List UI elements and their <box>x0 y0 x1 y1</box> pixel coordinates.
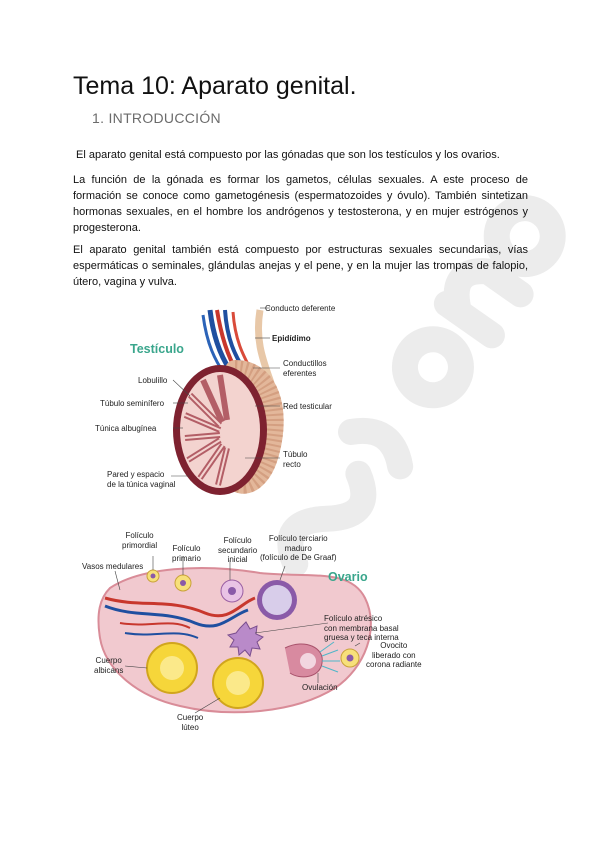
paragraph-2: La función de la gónada es formar los gametos, células sexuales. A este proceso de formación se conoce como gametogénesis (espermatozoides y óvulo). También sintetizan hormonas sexuales, en el hombre los andrógenos y testosterona, y en mujer estrógenos y progesterona. <box>73 174 528 234</box>
label-cuerpo-albicans: Cuerpo albicans <box>94 656 124 675</box>
label-tubulo-recto: Túbulo recto <box>283 450 308 469</box>
label-ovulacion: Ovulación <box>302 683 338 692</box>
label-pared-espacio: Pared y espacio de la túnica vaginal <box>107 470 176 489</box>
page-title: Tema 10: Aparato genital. <box>73 72 357 100</box>
label-tunica-albuginea: Túnica albugínea <box>95 424 157 433</box>
label-foliculo-primario: Folículo primario <box>172 544 201 563</box>
label-foliculo-primordial: Folículo primordial <box>122 531 158 550</box>
ovary-title: Ovario <box>328 570 368 584</box>
label-foliculo-atresico: Folículo atrésico con membrana basal gruesa y teca interna <box>324 614 399 642</box>
testis-figure <box>95 300 355 510</box>
label-conducto-deferente: Conducto deferente <box>265 304 336 313</box>
ovary-figure <box>80 528 430 738</box>
label-foliculo-terciario: Folículo terciario maduro (folículo de De Graaf) <box>260 534 337 562</box>
testis-title: Testículo <box>130 342 184 356</box>
label-lobulillo: Lobulillo <box>138 376 168 385</box>
section-heading: 1. INTRODUCCIÓN <box>92 110 221 126</box>
label-epididimo: Epidídimo <box>272 334 311 343</box>
paragraph-1: El aparato genital está compuesto por las gónadas que son los testículos y los ovarios. <box>76 149 500 161</box>
paragraph-3: El aparato genital también está compuesto por estructuras sexuales secundarias, vías espermáticas o seminales, glándulas anejas y el pene, y en la mujer las trompas de falopio, útero, vagina y vulva. <box>73 244 528 288</box>
label-cuerpo-luteo: Cuerpo lúteo <box>177 713 204 732</box>
label-red-testicular: Red testicular <box>283 402 332 411</box>
label-conductillos: Conductillos eferentes <box>283 359 327 378</box>
label-foliculo-inicial: Folículo secundario inicial <box>218 536 258 564</box>
label-vasos-medulares: Vasos medulares <box>82 562 144 571</box>
label-tubulo-seminifero: Túbulo seminífero <box>100 399 165 408</box>
label-ovocito-liberado: Ovocito liberado con corona radiante <box>366 641 422 669</box>
